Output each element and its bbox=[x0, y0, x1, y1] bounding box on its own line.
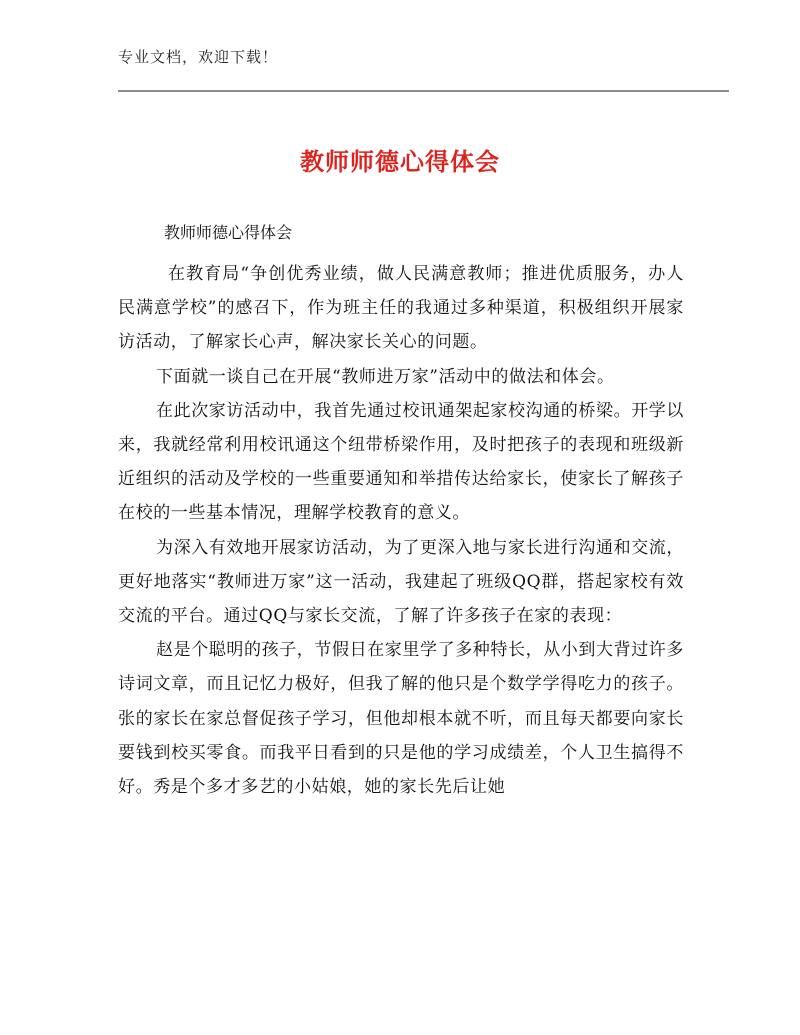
page-header-text: 专业文档，欢迎下载！ bbox=[118, 48, 279, 66]
document-subtitle: 教师师德心得体会 bbox=[164, 223, 293, 242]
document-title: 教师师德心得体会 bbox=[300, 148, 500, 176]
paragraph-2: 下面就一谈自己在开展“教师进万家”活动中的做法和体会。 bbox=[156, 366, 615, 387]
header-divider bbox=[118, 90, 729, 92]
paragraph-4: 为深入有效地开展家访活动，为了更深入地与家长进行沟通和交流，更好地落实“教师进万家”这一活动，我建起了班级QQ群，搭起家校有效交流的平台。通过QQ与家长交流，了解了许多孩子在家的表现： bbox=[118, 537, 684, 627]
document-body bbox=[118, 257, 684, 804]
paragraph-1: 在教育局“争创优秀业绩，做人民满意教师；推进优质服务，办人民满意学校”的感召下，作为班主任的我通过多种渠道，积极组织开展家访活动，了解家长心声，解决家长关心的问题。 bbox=[118, 264, 684, 353]
paragraph-3: 在此次家访活动中，我首先通过校讯通架起家校沟通的桥梁。开学以来，我就经常利用校讯通这个纽带桥梁作用，及时把孩子的表现和班级新近组织的活动及学校的一些重要通知和举措传达给家长，使家长了解孩子在校的一些基本情况，理解学校教育的意义。 bbox=[118, 400, 684, 524]
paragraph-5: 赵是个聪明的孩子，节假日在家里学了多种特长，从小到大背过许多诗词文章，而且记忆力极好，但我了解的他只是个数学学得吃力的孩子。张的家长在家总督促孩子学习，但他却根本就不听，而且每天都要向家长要钱到校买零食。而我平日看到的只是他的学习成绩差，个人卫生搞得不好。秀是个多才多艺的小姑娘，她的家长先后让她 bbox=[118, 640, 684, 798]
